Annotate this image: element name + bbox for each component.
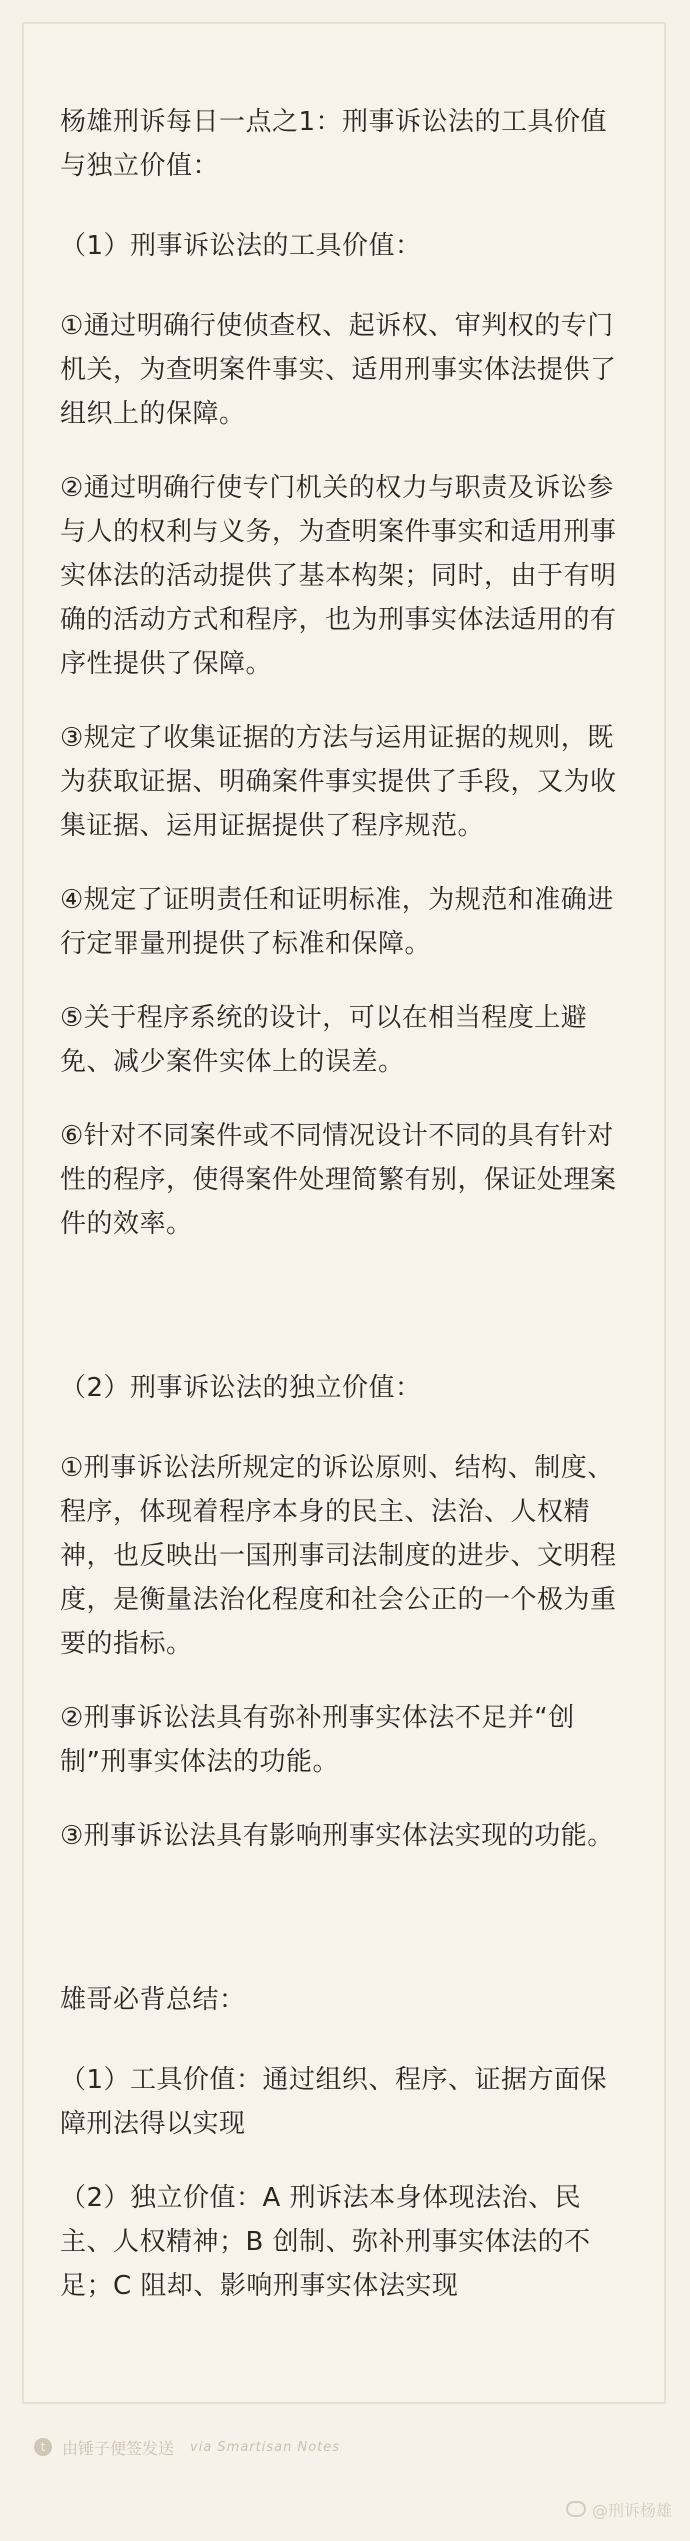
weibo-watermark	[566, 2496, 672, 2522]
sent-from-text: 由锤子便签发送	[62, 2438, 175, 2458]
watermark-text: @刑诉杨雄	[591, 2500, 672, 2520]
section2-heading: （2）刑事诉讼法的独立价值：	[60, 1373, 422, 1403]
note-content	[60, 100, 630, 2308]
note-title: 杨雄刑诉每日一点之1：刑事诉讼法的工具价值与独立价值：	[60, 107, 608, 181]
section1-item-1: ①通过明确行使侦查权、起诉权、审判权的专门机关，为查明案件事实、适用刑事实体法提供了组织上的保障。	[60, 311, 617, 429]
section1-item-2: ②通过明确行使专门机关的权力与职责及诉讼参与人的权利与义务，为查明案件事实和适用刑事实体法的活动提供了基本构架；同时，由于有明确的活动方式和程序，也为刑事实体法适用的有序性提供了保障。	[60, 473, 617, 679]
section2-item-1: ①刑事诉讼法所规定的诉讼原则、结构、制度、程序，体现着程序本身的民主、法治、人权精神，也反映出一国刑事司法制度的进步、文明程度，是衡量法治化程度和社会公正的一个极为重要的指标。	[60, 1453, 617, 1659]
section1-item-6: ⑥针对不同案件或不同情况设计不同的具有针对性的程序，使得案件处理简繁有别，保证处理案件的效率。	[60, 1121, 617, 1239]
summary-item-1: （1）工具价值：通过组织、程序、证据方面保障刑法得以实现	[60, 2065, 608, 2139]
section1-heading: （1）刑事诉讼法的工具价值：	[60, 231, 422, 261]
note-footer	[34, 2432, 340, 2462]
section2-item-2: ②刑事诉讼法具有弥补刑事实体法不足并“创制”刑事实体法的功能。	[60, 1703, 575, 1777]
summary-item-2: （2）独立价值：A 刑诉法本身体现法治、民主、人权精神；B 创制、弥补刑事实体法的不足；C 阻却、影响刑事实体法实现	[60, 2183, 591, 2301]
via-text: via Smartisan Notes	[190, 2439, 341, 2455]
smartisan-logo-icon: t	[34, 2438, 52, 2456]
section1-item-5: ⑤关于程序系统的设计，可以在相当程度上避免、减少案件实体上的误差。	[60, 1003, 588, 1077]
section2-item-3: ③刑事诉讼法具有影响刑事实体法实现的功能。	[60, 1821, 614, 1851]
weibo-logo-icon	[566, 2501, 586, 2517]
section1-item-4: ④规定了证明责任和证明标准，为规范和准确进行定罪量刑提供了标准和保障。	[60, 885, 614, 959]
section1-item-3: ③规定了收集证据的方法与运用证据的规则，既为获取证据、明确案件事实提供了手段，又为收集证据、运用证据提供了程序规范。	[60, 723, 617, 841]
summary-heading: 雄哥必背总结：	[60, 1985, 246, 2015]
